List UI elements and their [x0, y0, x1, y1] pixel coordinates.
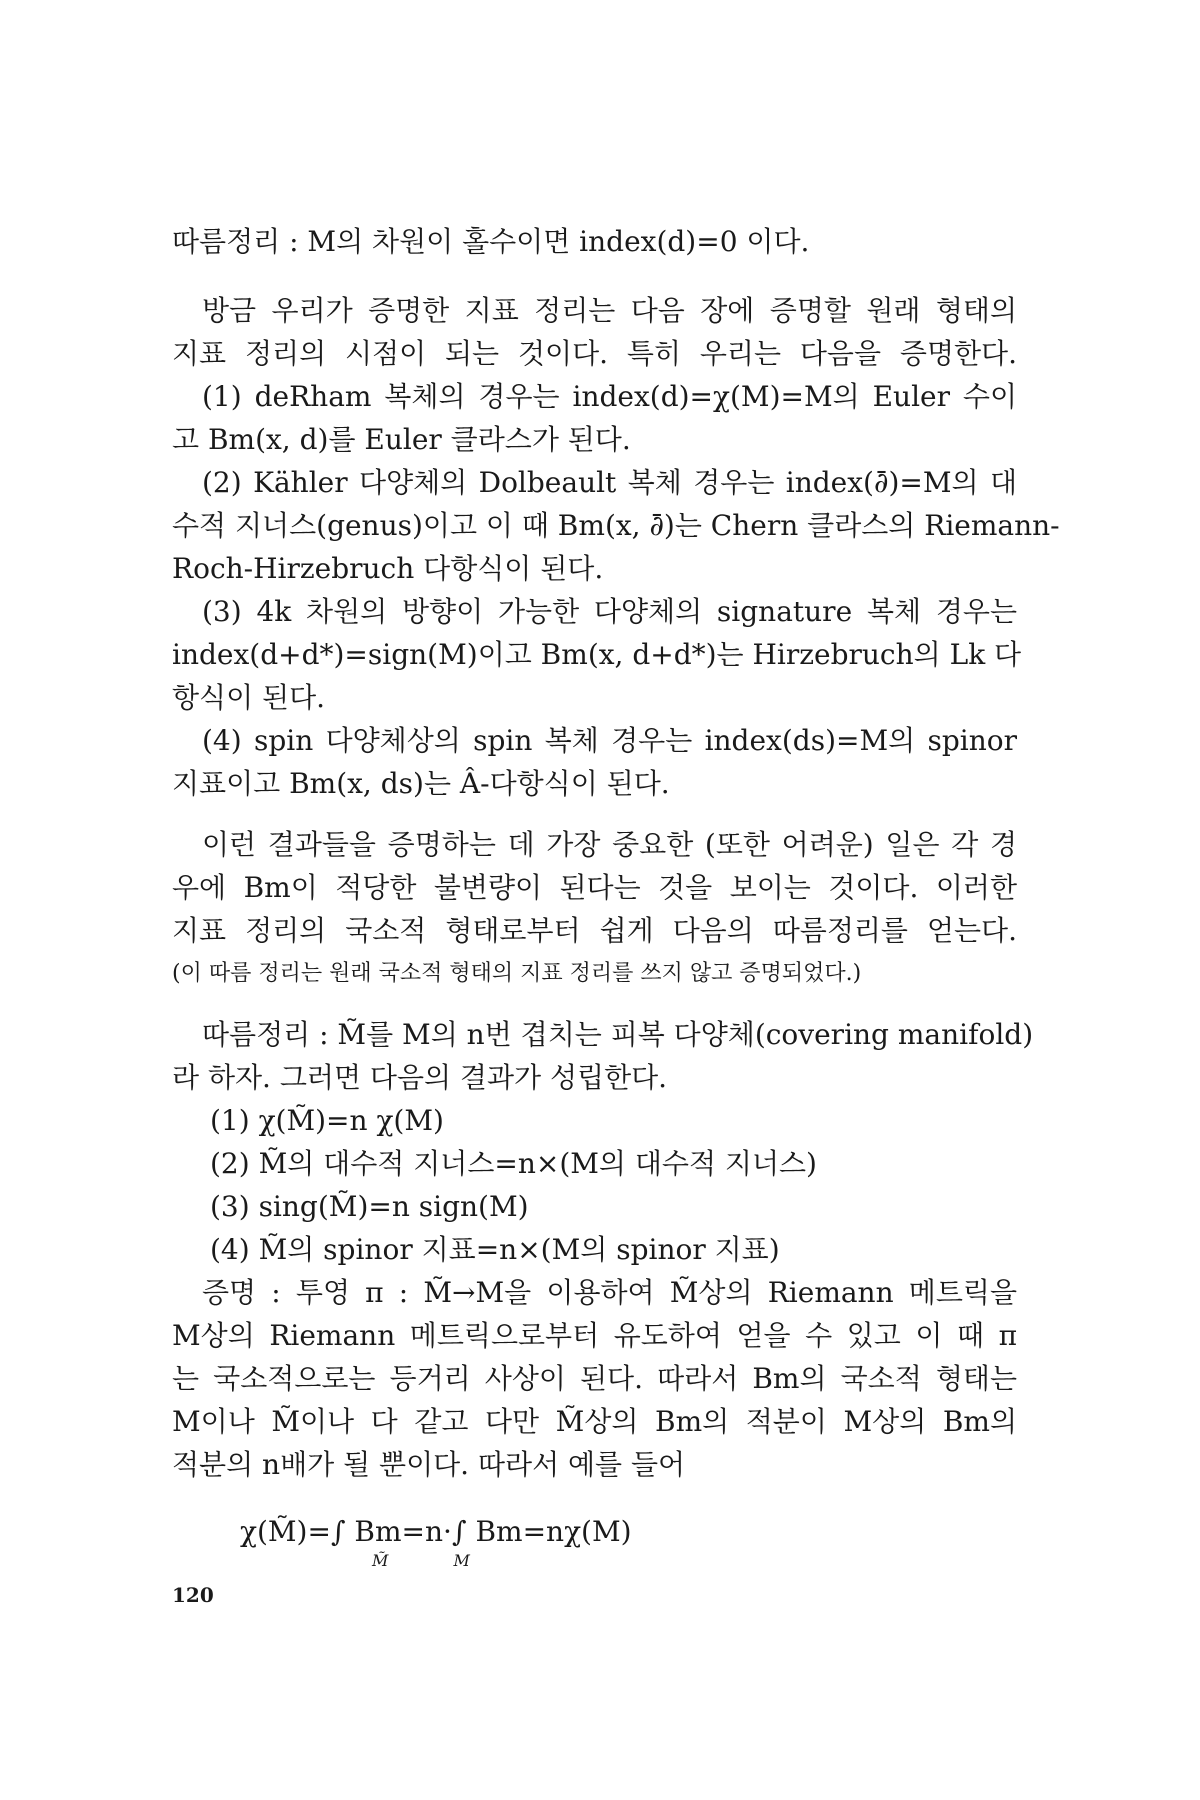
corollary-covering [172, 1013, 1034, 1099]
paragraph-results [172, 823, 1017, 995]
parenthetical-note: (이 따름 정리는 원래 국소적 형태의 지표 정리를 쓰지 않고 증명되었다.) [172, 961, 862, 986]
text-line: 는 국소적으로는 등거리 사상이 된다. 따라서 Bm의 국소적 형태는 [172, 1362, 1017, 1395]
integral-formula: χ(M̃)=∫ Bm=n·∫ Bm=nχ(M) [240, 1515, 632, 1548]
text-line: index(d+d*)=sign(M)이고 Bm(x, d+d*)는 Hirzebruch의 Lk 다 [172, 638, 1022, 671]
paragraph-intro [172, 289, 1017, 375]
text-line: (4) spin 다양체상의 spin 복체 경우는 index(ds)=M의 spinor [202, 724, 1017, 757]
list-item-kahler [172, 461, 1060, 590]
text-line: (2) Kähler 다양체의 Dolbeault 복체 경우는 index(∂̄)=M의 대 [202, 466, 1017, 499]
result-item: (1) χ(M̃)=n χ(M) [210, 1104, 444, 1137]
text-line: 이런 결과들을 증명하는 데 가장 중요한 (또한 어려운) 일은 각 경 [202, 828, 1017, 861]
text-line: 지표 정리의 국소적 형태로부터 쉽게 다음의 따름정리를 얻는다. [172, 914, 1017, 947]
text-line: 방금 우리가 증명한 지표 정리는 다음 장에 증명할 원래 형태의 [202, 294, 1017, 327]
text-line: 수적 지너스(genus)이고 이 때 Bm(x, ∂̄)는 Chern 클라스의 Riemann- [172, 509, 1060, 542]
text-line: 지표 정리의 시점이 되는 것이다. 특히 우리는 다음을 증명한다. [172, 337, 1017, 370]
text-line: 항식이 된다. [172, 681, 326, 714]
list-item-signature [172, 590, 1022, 719]
text-line: 우에 Bm이 적당한 불변량이 된다는 것을 보이는 것이다. 이러한 [172, 871, 1017, 904]
page-content [172, 220, 1060, 1570]
text-line: M상의 Riemann 메트릭으로부터 유도하여 얻을 수 있고 이 때 π [172, 1319, 1017, 1352]
text-line: (1) deRham 복체의 경우는 index(d)=χ(M)=M의 Euler 수이 [202, 380, 1017, 413]
results-list [172, 1099, 1017, 1271]
text-line: 증명 : 투영 π : M̃→M을 이용하여 M̃상의 Riemann 메트릭을 [202, 1276, 1017, 1309]
result-item: (4) M̃의 spinor 지표=n×(M의 spinor 지표) [210, 1233, 780, 1266]
list-item-spin [172, 719, 1017, 805]
proof-paragraph [172, 1271, 1017, 1486]
text-line: 고 Bm(x, d)를 Euler 클라스가 된다. [172, 423, 631, 456]
result-item: (3) sing(M̃)=n sign(M) [210, 1190, 529, 1223]
list-item-derham [172, 375, 1017, 461]
text-line: M이나 M̃이나 다 같고 다만 M̃상의 Bm의 적분이 M상의 Bm의 [172, 1405, 1017, 1438]
text-line: 따름정리 : M̃를 M의 n번 겹치는 피복 다양체(covering manifold) [202, 1018, 1034, 1051]
integral-subscripts: M̃ M [372, 1551, 470, 1570]
page-number: 120 [172, 1583, 214, 1607]
result-item: (2) M̃의 대수적 지너스=n×(M의 대수적 지너스) [210, 1147, 817, 1180]
text-line: 지표이고 Bm(x, ds)는 Â-다항식이 된다. [172, 767, 670, 800]
text-line: 적분의 n배가 될 뿐이다. 따라서 예를 들어 [172, 1448, 686, 1481]
text-line: Roch-Hirzebruch 다항식이 된다. [172, 552, 604, 585]
text-line: (3) 4k 차원의 방향이 가능한 다양체의 signature 복체 경우는 [202, 595, 1017, 628]
corollary-statement: 따름정리 : M의 차원이 홀수이면 index(d)=0 이다. [172, 225, 810, 258]
text-line: 라 하자. 그러면 다음의 결과가 성립한다. [172, 1061, 668, 1094]
